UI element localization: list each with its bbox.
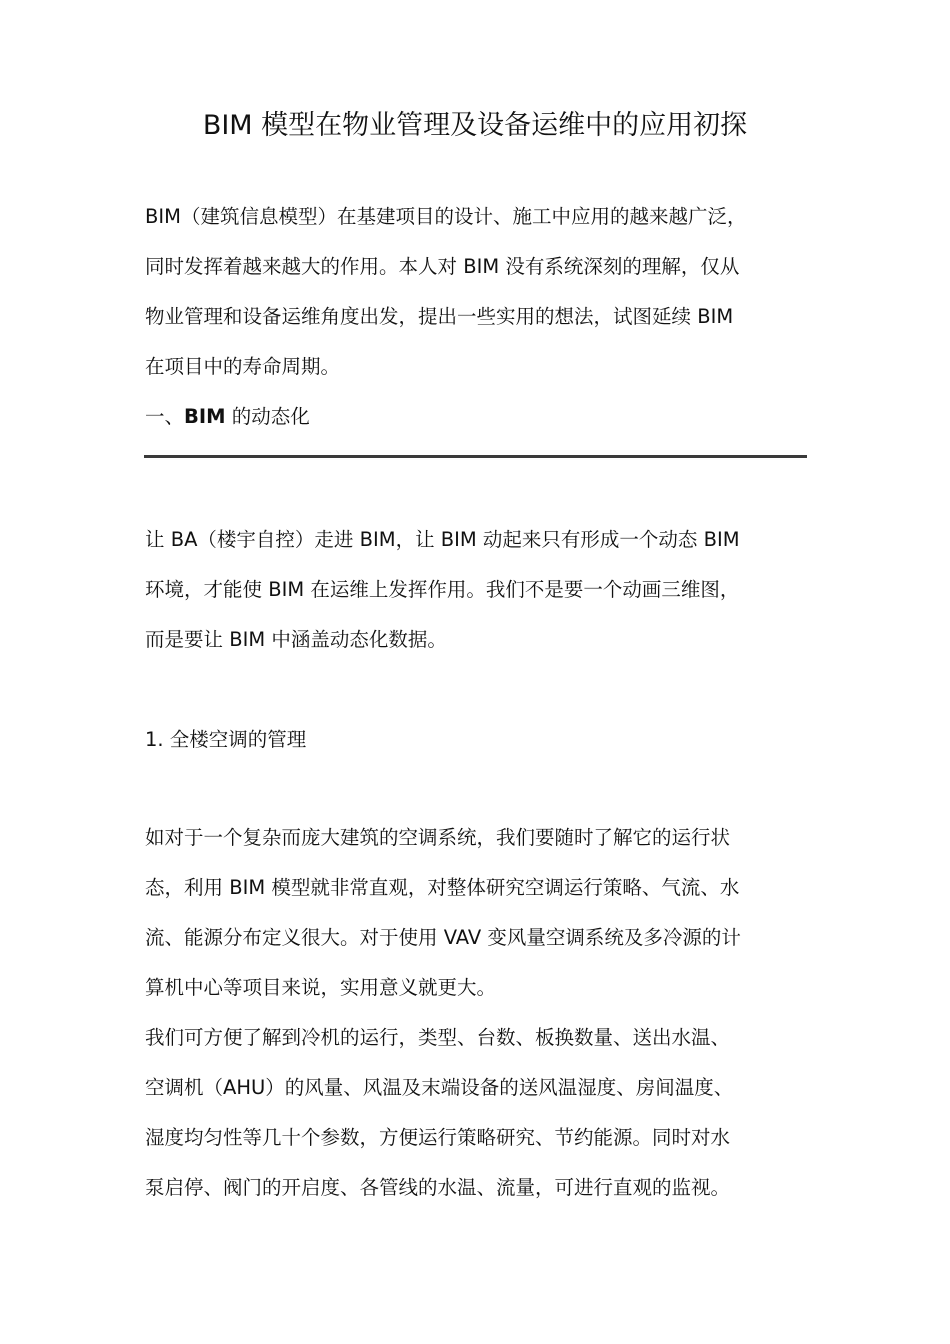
text-line: 环境，才能使 BIM 在运维上发挥作用。我们不是要一个动画三维图， bbox=[145, 578, 740, 601]
text-line: 在项目中的寿命周期。 bbox=[145, 355, 341, 378]
monitor-paragraph bbox=[145, 1013, 807, 1213]
horizontal-rule bbox=[144, 455, 807, 458]
section-heading bbox=[145, 392, 807, 442]
section-heading-bold: BIM bbox=[184, 405, 226, 428]
intro-paragraph bbox=[145, 192, 807, 392]
text-line: 物业管理和设备运维角度出发，提出一些实用的想法，试图延续 BIM bbox=[145, 305, 734, 328]
subsection-heading: 1. 全楼空调的管理 bbox=[145, 728, 307, 751]
text-line: 如对于一个复杂而庞大建筑的空调系统，我们要随时了解它的运行状 bbox=[145, 826, 731, 849]
text-line: BIM（建筑信息模型）在基建项目的设计、施工中应用的越来越广泛， bbox=[145, 205, 747, 228]
text-line: 湿度均匀性等几十个参数，方便运行策略研究、节约能源。同时对水 bbox=[145, 1126, 731, 1149]
section-heading-prefix: 一、 bbox=[145, 405, 185, 428]
text-line: 空调机（AHU）的风量、风温及末端设备的送风温湿度、房间温度、 bbox=[145, 1076, 734, 1099]
text-line: 泵启停、阀门的开启度、各管线的水温、流量，可进行直观的监视。 bbox=[145, 1176, 731, 1199]
section-heading-suffix: 的动态化 bbox=[225, 405, 310, 428]
text-line: 而是要让 BIM 中涵盖动态化数据。 bbox=[145, 628, 447, 651]
text-line: 让 BA（楼宇自控）走进 BIM，让 BIM 动起来只有形成一个动态 BIM bbox=[145, 528, 740, 551]
text-line: 我们可方便了解到冷机的运行，类型、台数、板换数量、送出水温、 bbox=[145, 1026, 731, 1049]
dynamic-paragraph bbox=[145, 515, 807, 665]
text-line: 态，利用 BIM 模型就非常直观，对整体研究空调运行策略、气流、水 bbox=[145, 876, 740, 899]
text-line: 同时发挥着越来越大的作用。本人对 BIM 没有系统深刻的理解，仅从 bbox=[145, 255, 740, 278]
text-line: 算机中心等项目来说，实用意义就更大。 bbox=[145, 976, 497, 999]
hvac-paragraph bbox=[145, 813, 807, 1013]
document-title: BIM 模型在物业管理及设备运维中的应用初探 bbox=[202, 110, 748, 141]
text-line: 流、能源分布定义很大。对于使用 VAV 变风量空调系统及多冷源的计 bbox=[145, 926, 741, 949]
